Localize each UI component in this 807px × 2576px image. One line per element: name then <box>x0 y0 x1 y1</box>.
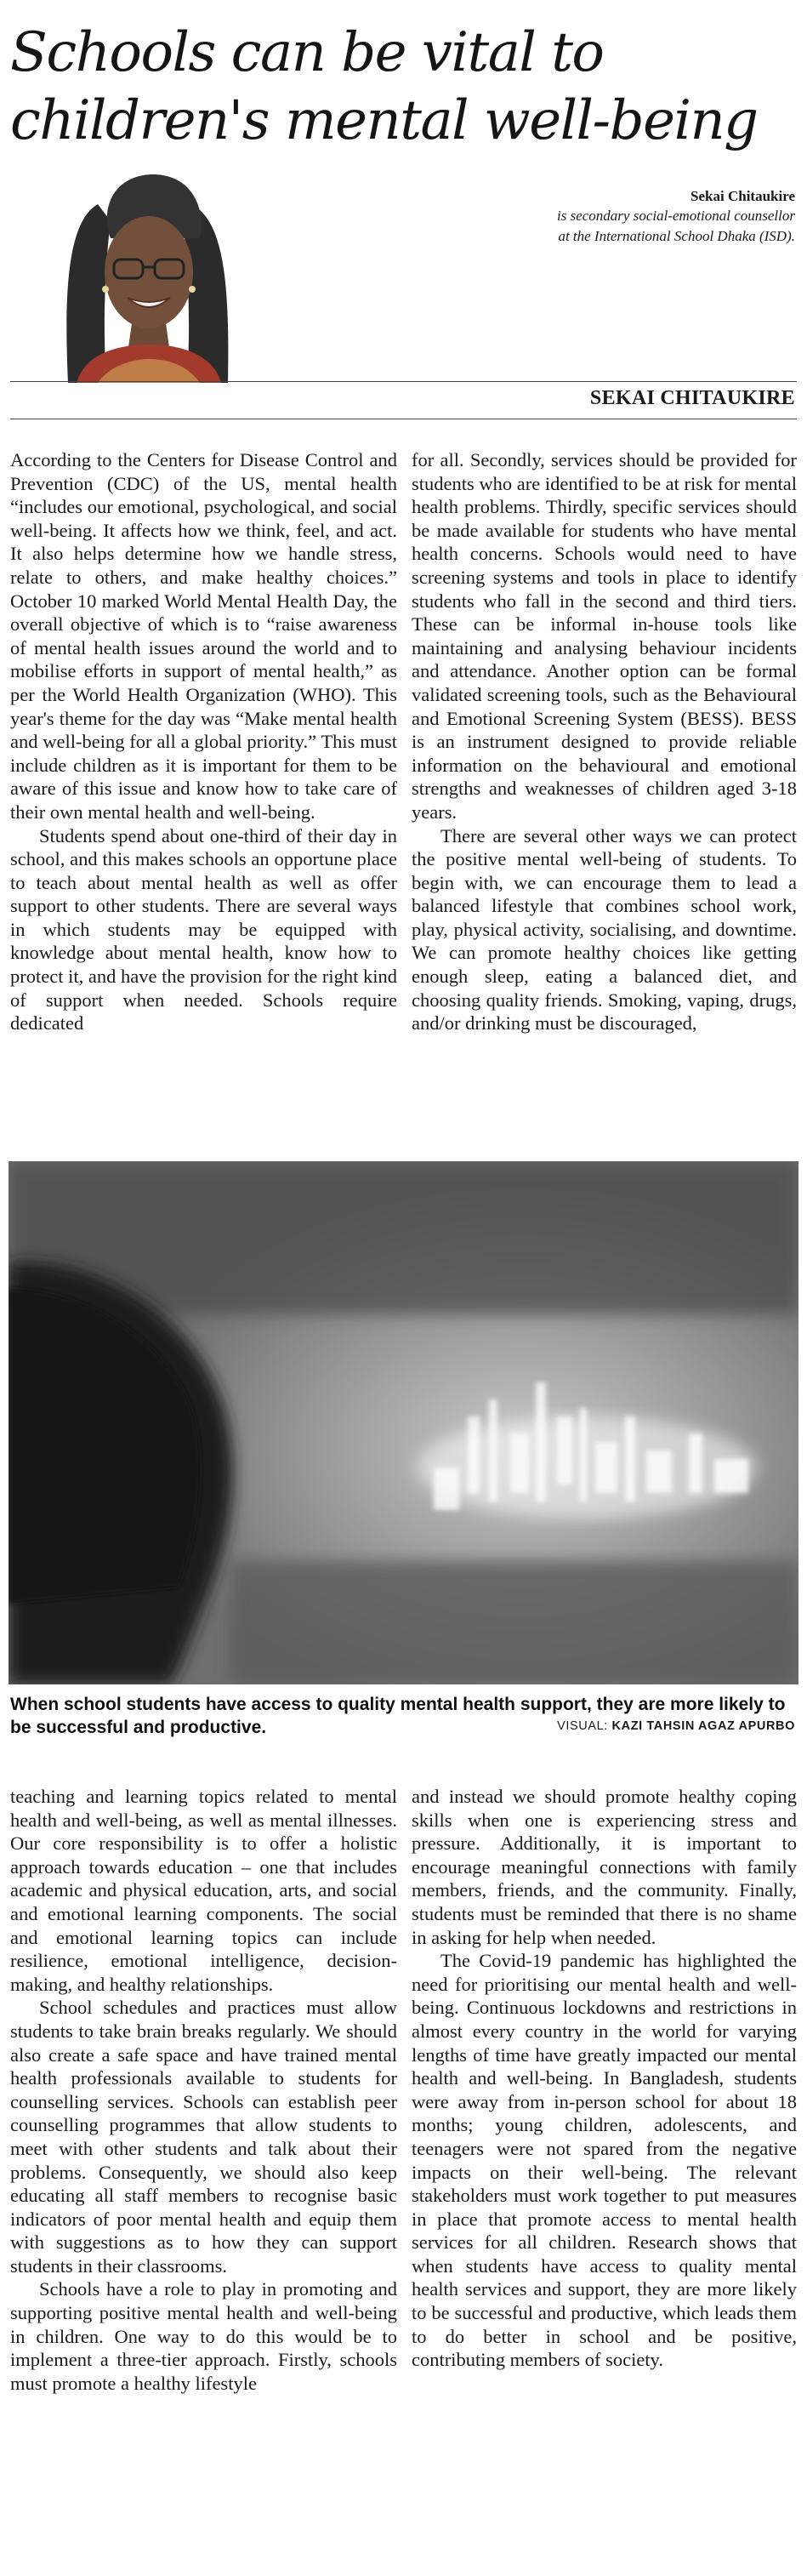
column-left-bottom <box>10 1785 397 2395</box>
author-portrait <box>17 170 298 383</box>
article-photo <box>9 1161 798 1684</box>
byline: SEKAI CHITAUKIRE <box>589 387 795 409</box>
author-name: Sekai Chitaukire <box>690 188 795 204</box>
paragraph: Schools have a role to play in promoting and supporting positive mental health and well-being in children. One way to do this would be to implement a three-tier approach. Firstly, schools must promote a healthy lifestyle <box>10 2278 397 2394</box>
paragraph: School schedules and practices must allow students to take brain breaks regularly. We should also create a safe space and have trained mental health professionals available to students for counselling services. Schools can establish peer counselling programmes that allow students to meet with other students and talk about their problems. Consequently, we should also keep educating all staff members to recognise basic indicators of poor mental health and equip them with suggestions as to how they can support students in their classrooms. <box>10 1997 397 2277</box>
headline: Schools can be vital to children's mental well-being <box>10 21 758 152</box>
paragraph: and instead we should promote healthy coping skills when one is experiencing stress and pressure. Additionally, it is important to encourage meaningful connections with family members, friends, and the community. Finally, students must be reminded that there is no shame in asking for help when needed. <box>412 1786 797 1948</box>
paragraph: According to the Centers for Disease Control and Prevention (CDC) of the US, mental health “includes our emotional, psychological, and social well-being. It affects how we think, feel, and act. It also helps determine how we handle stress, relate to others, and make healthy choices.” October 10 marked World Mental Health Day, the overall objective of which is to “raise awareness of mental health issues around the world and to mobilise efforts in support of mental health,” as per the World Health Organization (WHO). This year's theme for the day was “Make mental health and well-being for all a global priority.” This must include children as it is important for them to be aware of this issue and know how to take care of their own mental health and well-being. <box>10 449 397 823</box>
photo-credit <box>557 1719 795 1733</box>
paragraph: Students spend about one-third of their day in school, and this makes schools an opportune place to teach about mental health as well as offer support to other students. There are several ways in which students may be equipped with knowledge about mental health, know how to protect it, and have the provision for the right kind of support when needed. Schools require dedicated <box>10 824 397 1034</box>
paragraph: There are several other ways we can protect the positive mental well-being of students. To begin with, we can encourage them to lead a balanced lifestyle that combines school work, play, physical activity, socialising, and downtime. We can promote healthy choices like getting enough sleep, eating a balanced diet, and choosing quality friends. Smoking, vaping, drugs, and/or drinking must be discouraged, <box>412 824 797 1034</box>
column-right-top <box>412 448 797 1035</box>
author-portrait-illustration <box>17 170 298 383</box>
photo-credit-name: KAZI TAHSIN AGAZ APURBO <box>611 1719 795 1733</box>
blurred-city-photo <box>9 1161 798 1684</box>
author-bio: is secondary social-emotional counsellor at the International School Dhaka (ISD). <box>557 208 795 244</box>
photo-caption: When school students have access to quality mental health support, they are more likely to be successful and productive. <box>10 1695 786 1737</box>
column-left-top <box>10 448 397 1035</box>
paragraph: for all. Secondly, services should be provided for students who are identified to be at risk for mental health problems. Thirdly, specific services should be made available for students who have mental health concerns. Schools would need to have screening systems and tools in place to identify students who fall in the second and third tiers. These can be informal in-house tools like maintaining and analysing behaviour incidents and attendance. Another option can be formal validated screening tools, such as the Behavioural and Emotional Screening System (BESS). BESS is an instrument designed to provide reliable information on the behavioural and emotional strengths and weaknesses of children aged 3-18 years. <box>412 449 797 823</box>
paragraph: teaching and learning topics related to mental health and well-being, as well as mental illnesses. Our core responsibility is to offer a holistic approach towards education – one that includes academic and physical education, arts, and social and emotional learning components. The social and emotional learning topics can include resilience, emotional intelligence, decision-making, and healthy relationships. <box>10 1786 397 1995</box>
paragraph: The Covid-19 pandemic has highlighted the need for prioritising our mental health and well-being. Continuous lockdowns and restrictions in almost every country in the world for varying lengths of time have greatly impacted our mental health and well-being. In Bangladesh, students were away from in-person school for about 18 months; young children, adolescents, and teenagers were not spared from the negative impacts on their well-being. The relevant stakeholders must work together to put measures in place that promote access to mental health services for all children. Research shows that when students have access to quality mental health services and support, they are more likely to be successful and productive, which leads them to do better in school and be positive, contributing members of society. <box>412 1950 797 2371</box>
photo-credit-label: VISUAL: <box>557 1719 608 1733</box>
column-right-bottom <box>412 1785 797 2372</box>
byline-top-rule <box>10 381 797 382</box>
